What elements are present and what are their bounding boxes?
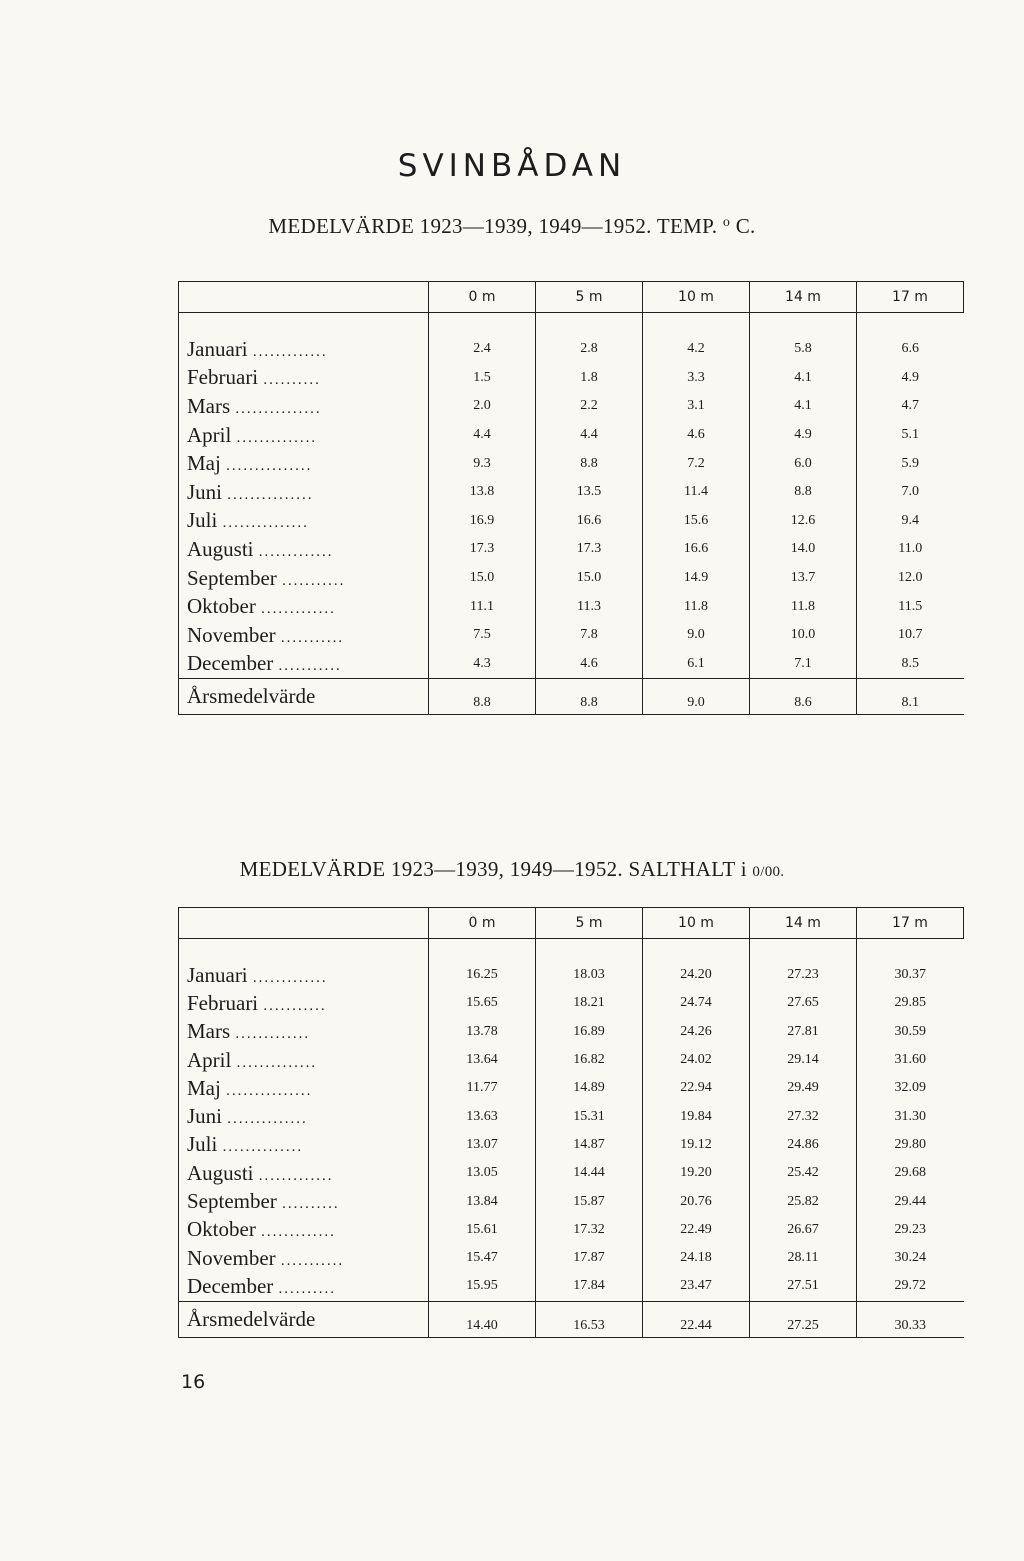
- value-cell: 15.61: [429, 1216, 536, 1244]
- value-cell: 9.0: [643, 621, 750, 650]
- salt-subtitle-main: MEDELVÄRDE 1923—1939, 1949—1952. SALTHALT i: [239, 857, 747, 881]
- month-label: Juli: [187, 508, 218, 533]
- month-label: Augusti: [187, 536, 254, 561]
- depth-header-blank: [179, 282, 429, 313]
- value-cell: 4.4: [536, 421, 643, 450]
- value-cell: 29.23: [857, 1216, 964, 1244]
- depth-header: 0 m: [429, 908, 536, 939]
- annual-mean-value: 8.1: [857, 679, 964, 715]
- value-cell: 13.7: [750, 564, 857, 593]
- value-cell: 27.23: [750, 961, 857, 989]
- value-cell: 14.0: [750, 535, 857, 564]
- month-cell: [179, 650, 429, 679]
- value-cell: 5.1: [857, 421, 964, 450]
- month-cell: [179, 364, 429, 393]
- value-cell: 3.3: [643, 364, 750, 393]
- value-cell: 15.0: [536, 564, 643, 593]
- leader-dots: ...............: [226, 1082, 313, 1099]
- month-cell: [179, 1102, 429, 1130]
- value-cell: 4.1: [750, 392, 857, 421]
- value-cell: 1.5: [429, 364, 536, 393]
- table-row: [179, 1216, 964, 1244]
- value-cell: 6.6: [857, 335, 964, 364]
- annual-mean-value: 8.8: [536, 679, 643, 715]
- leader-dots: .............: [258, 1167, 334, 1184]
- value-cell: 16.82: [536, 1046, 643, 1074]
- value-cell: 13.84: [429, 1187, 536, 1215]
- leader-dots: ...........: [263, 997, 327, 1014]
- value-cell: 31.30: [857, 1102, 964, 1130]
- value-cell: 4.7: [857, 392, 964, 421]
- temperature-table: [178, 281, 964, 715]
- value-cell: 30.24: [857, 1244, 964, 1272]
- annual-mean-value: 30.33: [857, 1301, 964, 1337]
- table-row: [179, 1244, 964, 1272]
- depth-header: 14 m: [750, 908, 857, 939]
- value-cell: 15.31: [536, 1102, 643, 1130]
- depth-header-blank: [179, 908, 429, 939]
- value-cell: 30.59: [857, 1018, 964, 1046]
- leader-dots: ..........: [278, 1280, 337, 1297]
- table-row: [179, 364, 964, 393]
- spacer-row: [179, 939, 964, 962]
- month-label: Februari: [187, 365, 259, 390]
- depth-header: 5 m: [536, 282, 643, 313]
- depth-header: 10 m: [643, 908, 750, 939]
- leader-dots: ..............: [236, 429, 318, 446]
- value-cell: 26.67: [750, 1216, 857, 1244]
- value-cell: 29.14: [750, 1046, 857, 1074]
- value-cell: 6.0: [750, 449, 857, 478]
- month-cell: [179, 421, 429, 450]
- month-label: Maj: [187, 1075, 221, 1100]
- leader-dots: .............: [235, 1026, 311, 1043]
- leader-dots: ...............: [222, 515, 309, 532]
- leader-dots: .............: [258, 543, 334, 560]
- value-cell: 14.9: [643, 564, 750, 593]
- value-cell: 24.20: [643, 961, 750, 989]
- annual-mean-value: 16.53: [536, 1301, 643, 1337]
- value-cell: 11.4: [643, 478, 750, 507]
- value-cell: 4.2: [643, 335, 750, 364]
- annual-mean-row: [179, 1301, 964, 1337]
- value-cell: 22.49: [643, 1216, 750, 1244]
- month-label: Mars: [187, 1019, 231, 1044]
- table-row: [179, 1046, 964, 1074]
- leader-dots: ..............: [227, 1111, 308, 1128]
- month-cell: [179, 1216, 429, 1244]
- value-cell: 25.82: [750, 1187, 857, 1215]
- leader-dots: .............: [252, 969, 328, 986]
- value-cell: 29.72: [857, 1272, 964, 1301]
- value-cell: 29.80: [857, 1131, 964, 1159]
- month-label: April: [187, 1047, 232, 1072]
- annual-mean-value: 8.8: [429, 679, 536, 715]
- month-cell: [179, 478, 429, 507]
- value-cell: 11.0: [857, 535, 964, 564]
- value-cell: 14.44: [536, 1159, 643, 1187]
- table-row: [179, 989, 964, 1017]
- month-cell: [179, 1159, 429, 1187]
- table-row: [179, 1018, 964, 1046]
- value-cell: 24.02: [643, 1046, 750, 1074]
- table-row: [179, 1102, 964, 1130]
- month-cell: [179, 1074, 429, 1102]
- value-cell: 12.0: [857, 564, 964, 593]
- value-cell: 29.68: [857, 1159, 964, 1187]
- month-label: Januari: [187, 336, 248, 361]
- leader-dots: ...........: [280, 629, 345, 646]
- table-row: [179, 392, 964, 421]
- month-label: September: [187, 1189, 277, 1214]
- table-row: [179, 1074, 964, 1102]
- value-cell: 7.5: [429, 621, 536, 650]
- value-cell: 9.4: [857, 507, 964, 536]
- spacer-row: [179, 313, 964, 336]
- value-cell: 31.60: [857, 1046, 964, 1074]
- value-cell: 20.76: [643, 1187, 750, 1215]
- value-cell: 8.8: [536, 449, 643, 478]
- value-cell: 7.0: [857, 478, 964, 507]
- value-cell: 4.6: [536, 650, 643, 679]
- depth-header: 5 m: [536, 908, 643, 939]
- value-cell: 4.9: [750, 421, 857, 450]
- value-cell: 4.6: [643, 421, 750, 450]
- value-cell: 4.3: [429, 650, 536, 679]
- table-row: [179, 1187, 964, 1215]
- value-cell: 15.47: [429, 1244, 536, 1272]
- value-cell: 13.05: [429, 1159, 536, 1187]
- month-label: Oktober: [187, 594, 256, 619]
- value-cell: 9.3: [429, 449, 536, 478]
- value-cell: 29.44: [857, 1187, 964, 1215]
- leader-dots: ...............: [227, 486, 314, 503]
- value-cell: 24.86: [750, 1131, 857, 1159]
- value-cell: 2.4: [429, 335, 536, 364]
- value-cell: 15.87: [536, 1187, 643, 1215]
- value-cell: 28.11: [750, 1244, 857, 1272]
- value-cell: 5.8: [750, 335, 857, 364]
- value-cell: 17.87: [536, 1244, 643, 1272]
- leader-dots: ..........: [263, 372, 321, 389]
- leader-dots: ...............: [235, 400, 322, 417]
- page-title: SVINBÅDAN: [397, 148, 627, 184]
- value-cell: 16.6: [643, 535, 750, 564]
- page-number: 16: [181, 1371, 206, 1393]
- month-label: December: [187, 1273, 274, 1298]
- leader-dots: ..............: [236, 1054, 318, 1071]
- value-cell: 19.12: [643, 1131, 750, 1159]
- value-cell: 15.95: [429, 1272, 536, 1301]
- value-cell: 2.0: [429, 392, 536, 421]
- month-cell: [179, 449, 429, 478]
- value-cell: 8.5: [857, 650, 964, 679]
- depth-header: 10 m: [643, 282, 750, 313]
- annual-mean-row: [179, 679, 964, 715]
- month-label: November: [187, 622, 276, 647]
- value-cell: 14.89: [536, 1074, 643, 1102]
- annual-mean-label: Årsmedelvärde: [179, 679, 429, 715]
- value-cell: 16.9: [429, 507, 536, 536]
- value-cell: 25.42: [750, 1159, 857, 1187]
- month-label: December: [187, 651, 274, 676]
- value-cell: 12.6: [750, 507, 857, 536]
- annual-mean-value: 8.6: [750, 679, 857, 715]
- annual-mean-value: 27.25: [750, 1301, 857, 1337]
- table-row: [179, 1131, 964, 1159]
- value-cell: 2.8: [536, 335, 643, 364]
- value-cell: 13.78: [429, 1018, 536, 1046]
- month-cell: [179, 961, 429, 989]
- depth-header: 17 m: [857, 282, 964, 313]
- month-label: Juni: [187, 479, 223, 504]
- value-cell: 13.63: [429, 1102, 536, 1130]
- month-label: November: [187, 1245, 276, 1270]
- table-row: [179, 478, 964, 507]
- table-row: [179, 335, 964, 364]
- month-cell: [179, 1018, 429, 1046]
- salinity-table: [178, 907, 964, 1338]
- value-cell: 15.0: [429, 564, 536, 593]
- value-cell: 13.8: [429, 478, 536, 507]
- degree-sign: o: [722, 215, 731, 230]
- month-cell: [179, 1244, 429, 1272]
- value-cell: 8.8: [750, 478, 857, 507]
- month-cell: [179, 1272, 429, 1301]
- month-cell: [179, 1131, 429, 1159]
- value-cell: 5.9: [857, 449, 964, 478]
- value-cell: 22.94: [643, 1074, 750, 1102]
- value-cell: 1.8: [536, 364, 643, 393]
- value-cell: 27.51: [750, 1272, 857, 1301]
- salinity-header-row: [179, 908, 964, 939]
- leader-dots: .............: [261, 1224, 336, 1241]
- value-cell: 32.09: [857, 1074, 964, 1102]
- table-row: [179, 535, 964, 564]
- value-cell: 30.37: [857, 961, 964, 989]
- leader-dots: .............: [261, 601, 336, 618]
- table-row: [179, 449, 964, 478]
- value-cell: 4.9: [857, 364, 964, 393]
- temperature-header-row: [179, 282, 964, 313]
- value-cell: 18.21: [536, 989, 643, 1017]
- value-cell: 11.1: [429, 592, 536, 621]
- value-cell: 11.8: [643, 592, 750, 621]
- value-cell: 7.1: [750, 650, 857, 679]
- value-cell: 7.8: [536, 621, 643, 650]
- month-label: Juli: [187, 1132, 218, 1157]
- value-cell: 19.84: [643, 1102, 750, 1130]
- value-cell: 29.85: [857, 989, 964, 1017]
- value-cell: 15.65: [429, 989, 536, 1017]
- value-cell: 3.1: [643, 392, 750, 421]
- depth-header: 0 m: [429, 282, 536, 313]
- leader-dots: ...........: [280, 1252, 345, 1269]
- annual-mean-value: 14.40: [429, 1301, 536, 1337]
- month-cell: [179, 392, 429, 421]
- value-cell: 17.84: [536, 1272, 643, 1301]
- leader-dots: ...........: [278, 658, 342, 675]
- value-cell: 24.74: [643, 989, 750, 1017]
- month-label: Mars: [187, 393, 231, 418]
- value-cell: 16.89: [536, 1018, 643, 1046]
- value-cell: 24.26: [643, 1018, 750, 1046]
- value-cell: 16.6: [536, 507, 643, 536]
- value-cell: 27.81: [750, 1018, 857, 1046]
- value-cell: 23.47: [643, 1272, 750, 1301]
- table-row: [179, 421, 964, 450]
- month-label: Oktober: [187, 1217, 256, 1242]
- annual-mean-value: 9.0: [643, 679, 750, 715]
- leader-dots: ...........: [282, 572, 346, 589]
- value-cell: 18.03: [536, 961, 643, 989]
- value-cell: 4.4: [429, 421, 536, 450]
- annual-mean-label: Årsmedelvärde: [179, 1301, 429, 1337]
- month-label: Juni: [187, 1104, 223, 1129]
- value-cell: 17.3: [429, 535, 536, 564]
- month-cell: [179, 564, 429, 593]
- table-row: [179, 961, 964, 989]
- table-row: [179, 650, 964, 679]
- leader-dots: .............: [252, 343, 328, 360]
- salt-subtitle: [0, 857, 1024, 882]
- temp-subtitle-main: MEDELVÄRDE 1923—1939, 1949—1952. TEMP.: [268, 214, 718, 238]
- value-cell: 11.8: [750, 592, 857, 621]
- temp-subtitle: [0, 214, 1024, 239]
- month-cell: [179, 1046, 429, 1074]
- table-row: [179, 621, 964, 650]
- value-cell: 2.2: [536, 392, 643, 421]
- month-label: Januari: [187, 962, 248, 987]
- month-label: September: [187, 565, 277, 590]
- permil-sign: 0/00.: [752, 864, 785, 880]
- month-label: April: [187, 422, 232, 447]
- month-cell: [179, 1187, 429, 1215]
- month-label: Februari: [187, 990, 259, 1015]
- value-cell: 27.65: [750, 989, 857, 1017]
- value-cell: 6.1: [643, 650, 750, 679]
- table-row: [179, 1272, 964, 1301]
- value-cell: 13.64: [429, 1046, 536, 1074]
- value-cell: 17.3: [536, 535, 643, 564]
- value-cell: 10.0: [750, 621, 857, 650]
- leader-dots: ..........: [282, 1196, 340, 1213]
- month-cell: [179, 507, 429, 536]
- value-cell: 13.5: [536, 478, 643, 507]
- value-cell: 14.87: [536, 1131, 643, 1159]
- table-row: [179, 507, 964, 536]
- value-cell: 11.77: [429, 1074, 536, 1102]
- value-cell: 4.1: [750, 364, 857, 393]
- value-cell: 11.5: [857, 592, 964, 621]
- month-cell: [179, 535, 429, 564]
- value-cell: 15.6: [643, 507, 750, 536]
- value-cell: 11.3: [536, 592, 643, 621]
- value-cell: 7.2: [643, 449, 750, 478]
- leader-dots: ..............: [222, 1139, 304, 1156]
- table-row: [179, 592, 964, 621]
- month-label: Maj: [187, 451, 221, 476]
- month-cell: [179, 335, 429, 364]
- value-cell: 10.7: [857, 621, 964, 650]
- value-cell: 16.25: [429, 961, 536, 989]
- depth-header: 14 m: [750, 282, 857, 313]
- month-label: Augusti: [187, 1160, 254, 1185]
- table-row: [179, 564, 964, 593]
- value-cell: 13.07: [429, 1131, 536, 1159]
- annual-mean-value: 22.44: [643, 1301, 750, 1337]
- value-cell: 29.49: [750, 1074, 857, 1102]
- month-cell: [179, 621, 429, 650]
- value-cell: 27.32: [750, 1102, 857, 1130]
- value-cell: 19.20: [643, 1159, 750, 1187]
- month-cell: [179, 592, 429, 621]
- value-cell: 17.32: [536, 1216, 643, 1244]
- table-row: [179, 1159, 964, 1187]
- value-cell: 24.18: [643, 1244, 750, 1272]
- temp-subtitle-unit: C.: [735, 214, 756, 238]
- month-cell: [179, 989, 429, 1017]
- leader-dots: ...............: [226, 458, 313, 475]
- depth-header: 17 m: [857, 908, 964, 939]
